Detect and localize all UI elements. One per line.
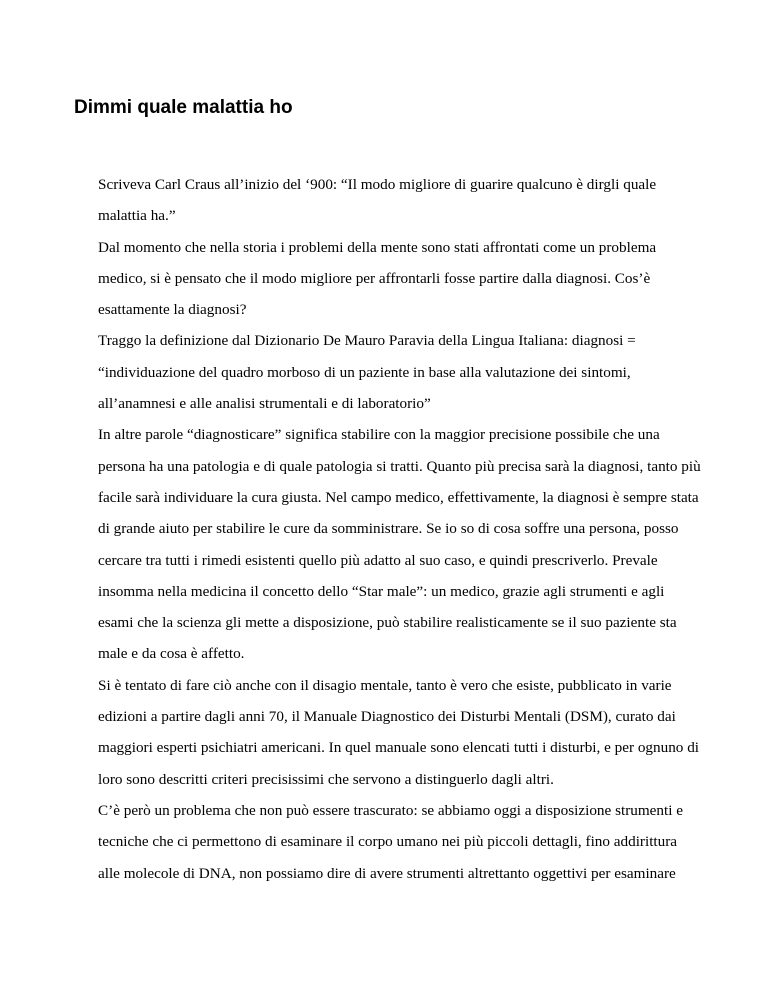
document-title: Dimmi quale malattia ho (74, 97, 293, 118)
paragraph-6: C’è però un problema che non può essere trascurato: se abbiamo oggi a disposizione strumenti e tecniche che ci permettono di esaminare il corpo umano nei più piccoli dettagli, fino addirittura alle molecole di DNA, non possiamo dire di avere strumenti altrettanto oggettivi per esaminare (98, 801, 683, 882)
paragraph-2: Dal momento che nella storia i problemi della mente sono stati affrontati come un problema medico, si è pensato che il modo migliore per affrontarli fosse partire dalla diagnosi. Cos’è esattamente la diagnosi? (98, 238, 657, 319)
paragraph-3: Traggo la definizione dal Dizionario De Mauro Paravia della Lingua Italiana: diagnosi = “individuazione del quadro morboso di un paziente in base alla valutazione dei sintomi, all’anamnesi e alle analisi strumentali e di laboratorio” (98, 332, 636, 413)
paragraph-1: Scriveva Carl Craus all’inizio del ‘900: “Il modo migliore di guarire qualcuno è dirgli quale malattia ha.” (98, 176, 657, 225)
document-body (98, 169, 702, 889)
paragraph-5: Si è tentato di fare ciò anche con il disagio mentale, tanto è vero che esiste, pubblicato in varie edizioni a partire dagli anni 70, il Manuale Diagnostico dei Disturbi Mentali (DSM), curato dai maggiori esperti psichiatri americani. In quel manuale sono elencati tutti i disturbi, e per ognuno di loro sono descritti criteri precisissimi che servono a distinguerlo dagli altri. (98, 676, 700, 788)
paragraph-4: In altre parole “diagnosticare” significa stabilire con la maggior precisione possibile che una persona ha una patologia e di quale patologia si tratti. Quanto più precisa sarà la diagnosi, tanto più facile sarà individuare la cura giusta. Nel campo medico, effettivamente, la diagnosi è sempre stata di grande aiuto per stabilire le cure da somministrare. Se io so di cosa soffre una persona, posso cercare tra tutti i rimedi esistenti quello più adatto al suo caso, e quindi prescriverlo. Prevale insomma nella medicina il concetto dello “Star male”: un medico, grazie agli strumenti e agli esami che la scienza gli mette a disposizione, può stabilire realisticamente se il suo paziente sta male e da cosa è affetto. (98, 426, 701, 663)
